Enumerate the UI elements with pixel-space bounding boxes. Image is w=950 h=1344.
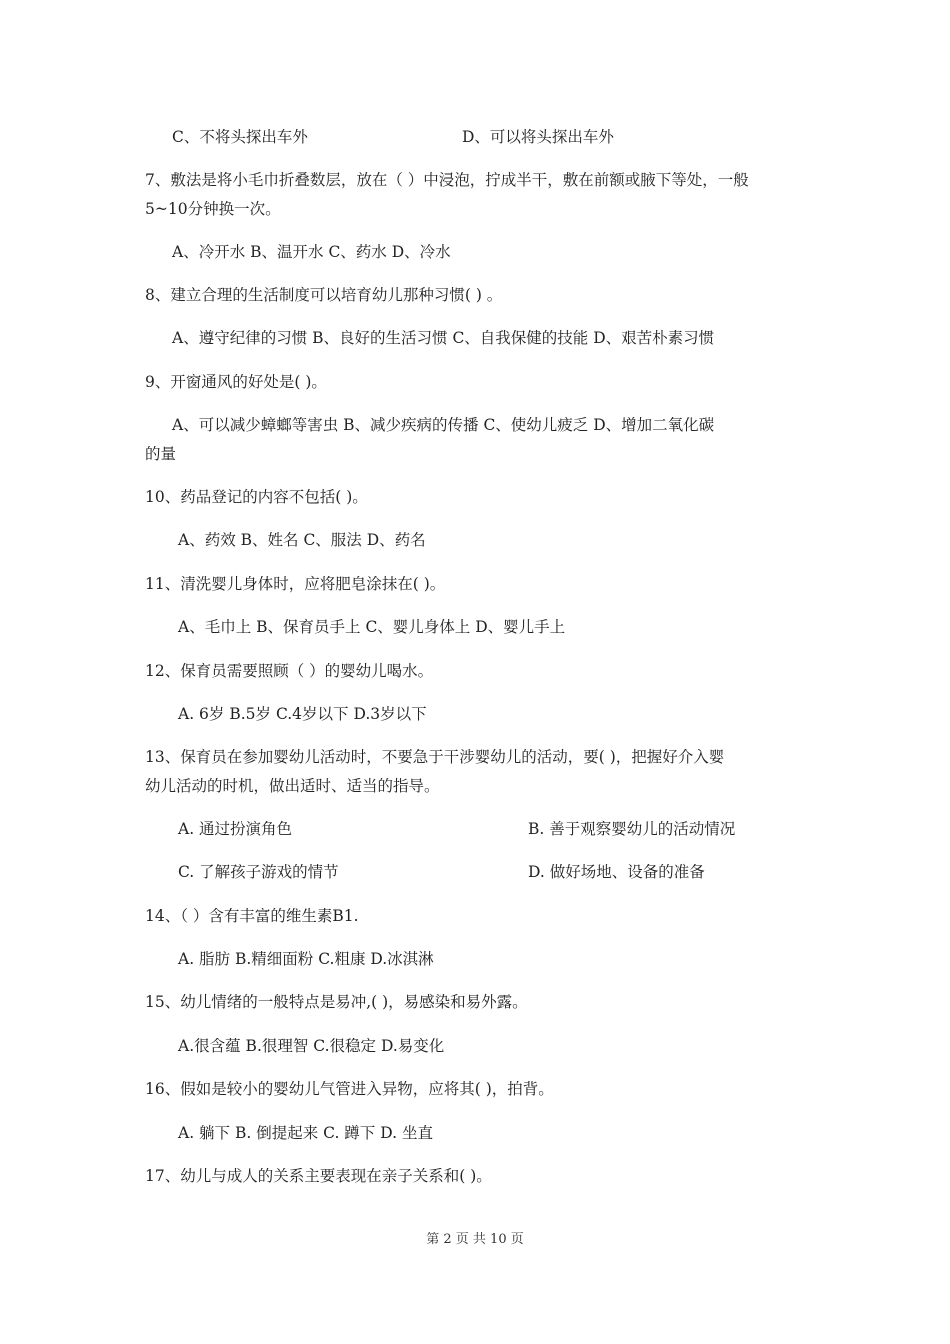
question-stem: 7、敷法是将小毛巾折叠数层，放在（ ）中浸泡，拧成半干，敷在前额或腋下等处，一般 xyxy=(145,171,749,189)
option-c: C. 了解孩子游戏的情节 xyxy=(178,863,339,881)
question-options: A、可以减少蟑螂等害虫 B、减少疾病的传播 C、使幼儿疲乏 D、增加二氧化碳 xyxy=(172,416,715,434)
option-d: D、可以将头探出车外 xyxy=(462,128,614,146)
question-options: A、遵守纪律的习惯 B、良好的生活习惯 C、自我保健的技能 D、艰苦朴素习惯 xyxy=(172,329,715,347)
question-stem: 11、清洗婴儿身体时，应将肥皂涂抹在( )。 xyxy=(145,575,446,593)
option-b: B. 善于观察婴幼儿的活动情况 xyxy=(528,820,736,838)
question-stem: 14、（ ）含有丰富的维生素B1. xyxy=(145,907,359,925)
question-options: A、药效 B、姓名 C、服法 D、药名 xyxy=(178,531,426,549)
question-options: A、冷开水 B、温开水 C、药水 D、冷水 xyxy=(172,243,451,261)
option-c: C、不将头探出车外 xyxy=(172,128,308,146)
question-stem: 9、开窗通风的好处是( )。 xyxy=(145,373,327,391)
question-stem: 12、保育员需要照顾（ ）的婴幼儿喝水。 xyxy=(145,662,434,680)
option-d: D. 做好场地、设备的准备 xyxy=(528,863,705,881)
option-a: A. 通过扮演角色 xyxy=(178,820,293,838)
question-stem: 17、幼儿与成人的关系主要表现在亲子关系和( )。 xyxy=(145,1167,492,1185)
question-options: A. 躺下 B. 倒提起来 C. 蹲下 D. 坐直 xyxy=(178,1124,433,1142)
question-stem: 16、假如是较小的婴幼儿气管进入异物，应将其( )，拍背。 xyxy=(145,1080,554,1098)
question-options: A. 6岁 B.5岁 C.4岁以下 D.3岁以下 xyxy=(178,705,427,723)
question-stem-continued: 5~10分钟换一次。 xyxy=(145,200,281,218)
question-stem: 15、幼儿情绪的一般特点是易冲,( )，易感染和易外露。 xyxy=(145,993,528,1011)
page-footer: 第 2 页 共 10 页 xyxy=(426,1232,524,1247)
question-options: A.很含蕴 B.很理智 C.很稳定 D.易变化 xyxy=(178,1037,445,1055)
question-options: A. 脂肪 B.精细面粉 C.粗康 D.冰淇淋 xyxy=(178,950,434,968)
question-options: A、毛巾上 B、保育员手上 C、婴儿身体上 D、婴儿手上 xyxy=(178,618,566,636)
question-options-continued: 的量 xyxy=(145,445,177,463)
question-stem: 13、保育员在参加婴幼儿活动时，不要急于干涉婴幼儿的活动，要( )，把握好介入婴 xyxy=(145,748,725,766)
question-stem-continued: 幼儿活动的时机，做出适时、适当的指导。 xyxy=(145,777,440,795)
question-stem: 8、建立合理的生活制度可以培育幼儿那种习惯( ) 。 xyxy=(145,286,503,304)
question-stem: 10、药品登记的内容不包括( )。 xyxy=(145,488,368,506)
